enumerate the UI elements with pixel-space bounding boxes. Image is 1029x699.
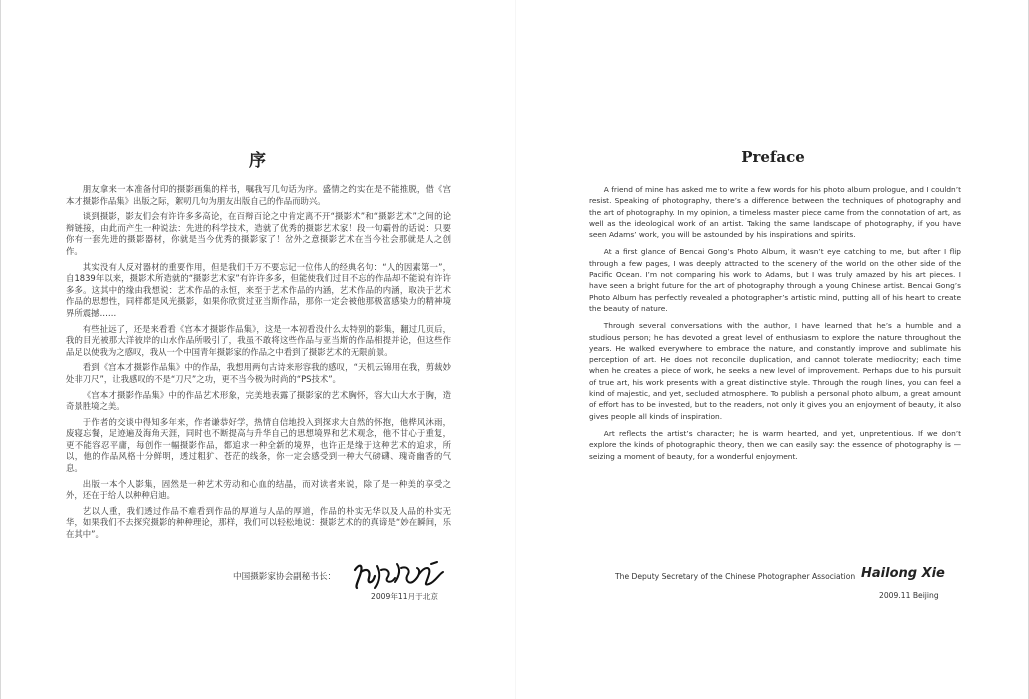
paragraph: 谈到摄影，影友们会有许许多多高论，在百辩百论之中肯定离不开“摄影术”和“摄影艺术”之间的论辩链接，由此而产生一种说法：先进的科学技术，造就了优秀的摄影艺术家！段一句霸骨的话说：只要你有一套先进的摄影器材，你就是当今优秀的摄影家了！岔外之意摄影艺术在当今社会那就是人之创作。	[66, 211, 451, 256]
signature-block-cn	[233, 560, 453, 600]
paragraph: 朋友拿来一本准备付印的摄影画集的样书，嘱我写几句话为序。盛情之约实在是不能推脱，借《宫本才摄影作品集》出版之际，絮叨几句为朋友出版自己的作品而助兴。	[66, 184, 451, 206]
paragraph: 出版一本个人影集，固然是一种艺术劳动和心血的结晶，而对读者来说，除了是一种美的享受之外，还在于给人以种种启迪。	[66, 478, 451, 501]
signature-date-cn: 2009年11月于北京	[371, 592, 438, 601]
signature-date-en: 2009.11 Beijing	[879, 591, 939, 600]
preface-body-en	[589, 184, 961, 468]
paragraph: 其实没有人反对器材的重要作用，但是我们千万不要忘记一位伟人的经典名句：“人的因素第一”，自1839年以来，摄影术所造就的“摄影艺术家”有许许多多，但能使我们过目不忘的作品却不能说有许许多多。这其中的缘由我想说：艺术作品的永恒，来至于艺术作品的内涵，艺术作品的内涵，取决于艺术作品的思想性，同样都是风光摄影，如果你欣赏过亚当斯作品，那你一定会被他那极富感染力的精神境界所震撼……	[66, 261, 451, 318]
paragraph: 于作者的交谈中得知多年来，作者谦恭好学，热情自信地投入到探求大自然的怀抱，他桦风沐雨，废寝忘餐，足迹遍及海角天涯，同时也不断提高与升华自己的思想境界和艺术观念，他不甘心于重复，更不能容忍平庸，每创作一幅摄影作品，都追求一种全新的境界，也许正是缘于这种艺术的追求，所以，他的作品风格十分鲜明，透过粗犷、苍茫的线条，你一定会感受到一种大气磅礴、瑰奇幽香的气息。	[66, 416, 451, 474]
left-page	[1, 0, 515, 699]
paragraph: 艺以人重，我们透过作品不难看到作品的厚道与人品的厚道，作品的朴实无华以及人品的朴实无华，如果我们不去探究摄影的种种理论，那样，我们可以轻松地说：摄影艺术的的真谛是“妙在瞬间，乐在其中”。	[66, 505, 451, 540]
signature-role-cn: 中国摄影家协会副秘书长：	[233, 572, 337, 582]
paragraph: At a first glance of Bencai Gong’s Photo Album, it wasn’t eye catching to me, but after I flip through a few pages, I was deeply attracted to the scenery of the world on the other side of the Pacific Ocean. I’m not comparing his work to Adams, but I was truly amazed by his art pieces. I have seen a bright future for the art of photography through a young Chinese artist. Bencai Gong’s Photo Album has perfectly revealed a photographer’s artistic mind, putting all of his heart to create the beauty of nature.	[589, 247, 961, 313]
paragraph: 《宫本才摄影作品集》中的作品艺术形象，完美地表露了摄影家的艺术胸怀，容大山大水于胸，造奇景胜境之美。	[66, 389, 451, 412]
signature-role-en: The Deputy Secretary of the Chinese Photographer Association	[615, 572, 856, 581]
preface-body-cn	[66, 184, 451, 545]
paragraph: 有些扯远了，还是来看看《宫本才摄影作品集》，这是一本初看没什么太特别的影集，翻过几页后，我的目光被那大洋彼岸的山水作品所吸引了，我虽不敢将这些作品与亚当斯的作品相提并论，但这些作品足以使我为之感叹，我从一个中国青年摄影家的作品之中看到了摄影艺术的无限前景。	[66, 323, 451, 357]
page-title-cn: 序	[249, 151, 267, 171]
handwritten-signature-icon	[351, 560, 447, 590]
signature-block-en	[615, 566, 960, 606]
paragraph: 看到《宫本才摄影作品集》中的作品，我想用两句古诗来形容我的感叹，“天机云锦用在我，剪裁妙处非刀尺”，让我感叹的不是“刀尺”之功，更不当今极为时尚的“PS技术”。	[66, 362, 451, 384]
page-title-en: Preface	[741, 148, 805, 166]
paragraph: Art reflects the artist’s character; he is warm hearted, and yet, unpretentious. If we don’t explore the kinds of photographic theory, then we can easily say: the essence of photography is — seizing a moment of beauty, for a wonderful enjoyment.	[589, 428, 961, 461]
paragraph: Through several conversations with the author, I have learned that he’s a humble and a studious person; he has devoted a great level of enthusiasm to explore the nature throughout the years. He walked everywhere to embrace the nature, and constantly improve and sublimate his perception of art. He does not reconcile duplication, and cannot tolerate mediocrity; each time when he creates a piece of work, he seeks a new level of improvement. Perhaps due to his pursuit of true art, his work presents with a great distinctive style. Through the rough lines, you can feel a kind of majestic, and yet, secluded atmosphere. To publish a personal photo album, a great amount of effort has to be invested, but to the readers, not only it gives you an enjoyment of beauty, it also gives people all kinds of inspiration.	[589, 321, 961, 421]
signature-name-en: Hailong Xie	[861, 566, 945, 581]
paragraph: A friend of mine has asked me to write a few words for his photo album prologue, and I couldn’t resist. Speaking of photography, there’s a difference between the techniques of photography and the art of photography. In my opinion, a timeless master piece came from the connotation of art, as well as the ideological work of an artist. Taking the same landscape of photography, if you have seen Adams’ work, you will be astounded by his inspirations and spirits.	[589, 185, 961, 240]
right-page	[516, 0, 1029, 699]
